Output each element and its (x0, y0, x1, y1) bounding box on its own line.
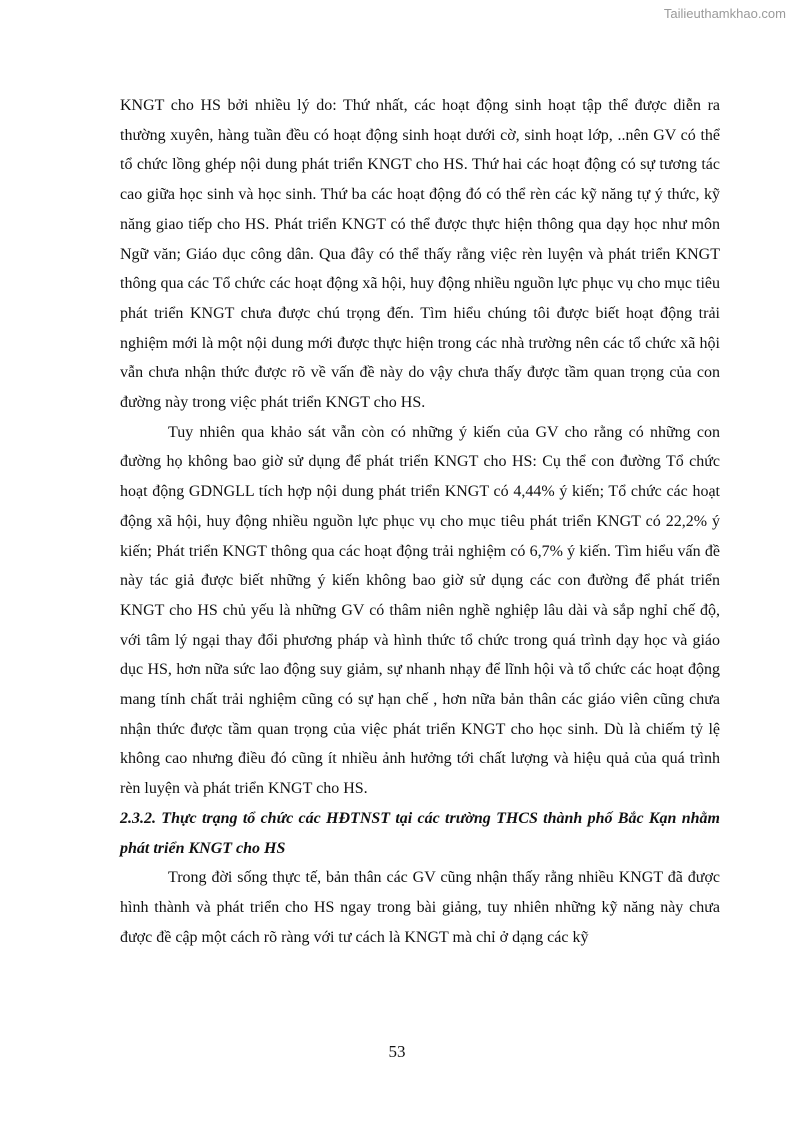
paragraph-3: Trong đời sống thực tế, bản thân các GV cũng nhận thấy rằng nhiều KNGT đã được hình thành và phát triển cho HS ngay trong bài giảng, tuy nhiên những kỹ năng này chưa được đề cập một cách rõ ràng với tư cách là KNGT mà chỉ ở dạng các kỹ (120, 869, 720, 946)
watermark-text: Tailieuthamkhao.com (663, 6, 786, 21)
page-number: 53 (388, 1042, 406, 1061)
paragraph-2: Tuy nhiên qua khảo sát vẫn còn có những ý kiến của GV cho rằng có những con đường họ không bao giờ sử dụng để phát triển KNGT cho HS: Cụ thể con đường Tổ chức hoạt động GDNGLL tích hợp nội dung phát triển KNGT có 4,44% ý kiến; Tổ chức các hoạt động xã hội, huy động nhiều nguồn lực phục vụ cho mục tiêu phát triển KNGT có 22,2% ý kiến; Phát triển KNGT thông qua các hoạt động trải nghiệm có 6,7% ý kiến. Tìm hiểu vấn đề này tác giả được biết những ý kiến không bao giờ sử dụng các con đường để phát triển KNGT cho HS chủ yếu là những GV có thâm niên nghề nghiệp lâu dài và sắp nghỉ chế độ, với tâm lý ngại thay đổi phương pháp và hình thức tổ chức trong quá trình dạy học và giáo dục HS, hơn nữa sức lao động suy giảm, sự nhanh nhạy để lĩnh hội và tổ chức các hoạt động mang tính chất trải nghiệm cũng có sự hạn chế , hơn nữa bản thân các giáo viên cũng chưa nhận thức được tầm quan trọng của việc phát triển KNGT cho học sinh. Dù là chiếm tỷ lệ không cao nhưng điều đó cũng ít nhiều ảnh hưởng tới chất lượng và hiệu quả của quá trình rèn luyện và phát triển KNGT cho HS. (120, 423, 720, 798)
section-heading: 2.3.2. Thực trạng tổ chức các HĐTNST tại các trường THCS thành phố Bắc Kạn nhằm phát triển KNGT cho HS (120, 809, 720, 857)
paragraph-1: KNGT cho HS bởi nhiều lý do: Thứ nhất, các hoạt động sinh hoạt tập thể được diễn ra thường xuyên, hàng tuần đều có hoạt động sinh hoạt dưới cờ, sinh hoạt lớp, ..nên GV có thể tổ chức lồng ghép nội dung phát triển KNGT cho HS. Thứ hai các hoạt động có sự tương tác cao giữa học sinh và học sinh. Thứ ba các hoạt động đó có thể rèn các kỹ năng tự ý thức, kỹ năng giao tiếp cho HS. Phát triển KNGT có thể được thực hiện thông qua dạy học như môn Ngữ văn; Giáo dục công dân. Qua đây có thể thấy rằng việc rèn luyện và phát triển KNGT thông qua các Tổ chức các hoạt động xã hội, huy động nhiều nguồn lực phục vụ cho mục tiêu phát triển KNGT chưa được chú trọng đến. Tìm hiểu chúng tôi được biết hoạt động trải nghiệm mới là một nội dung mới được thực hiện trong các nhà trường nên các tổ chức xã hội vẫn chưa nhận thức được rõ về vấn đề này do vậy chưa thấy được tầm quan trọng của con đường này trong việc phát triển KNGT cho HS. (120, 97, 720, 412)
document-body (120, 91, 720, 952)
